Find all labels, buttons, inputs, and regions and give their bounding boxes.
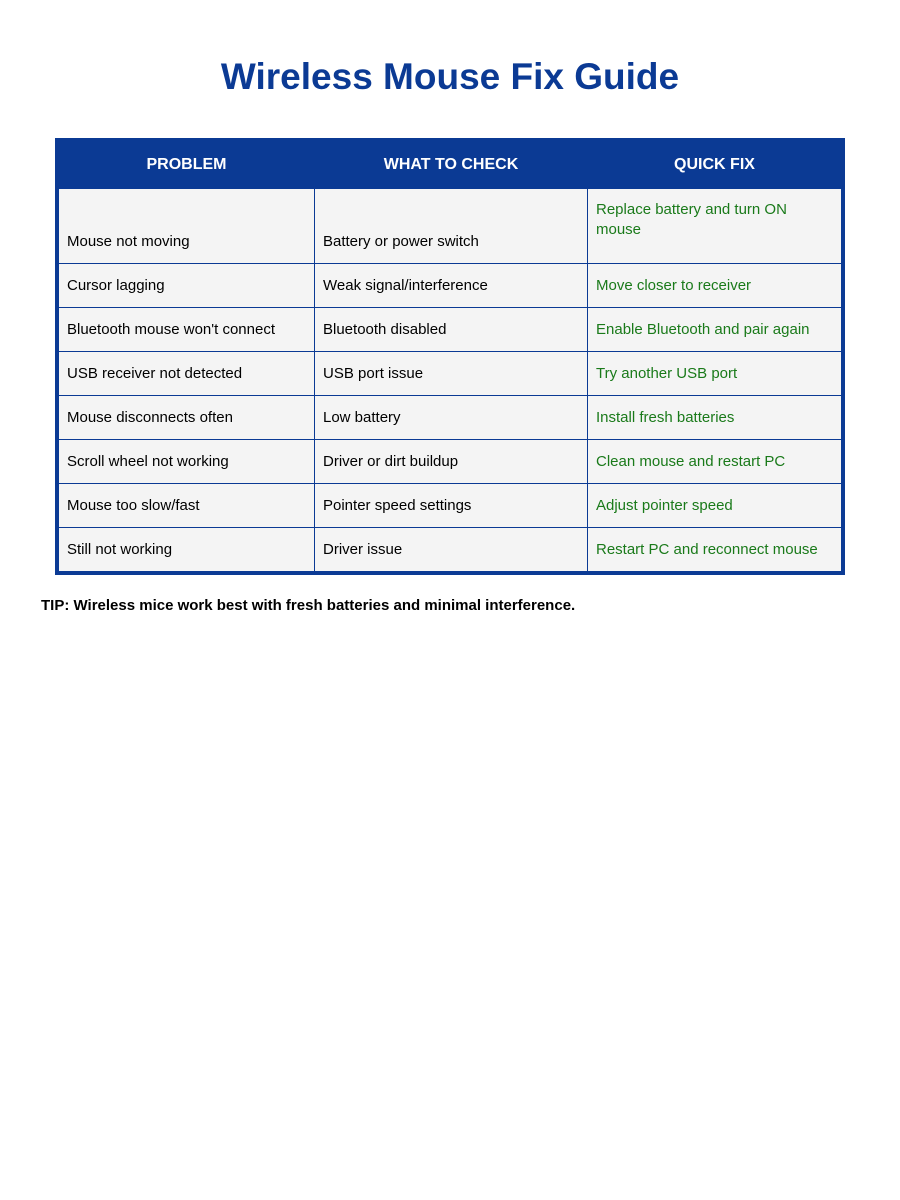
fix-cell: Move closer to receiver bbox=[588, 264, 842, 308]
problem-cell: Bluetooth mouse won't connect bbox=[59, 308, 315, 352]
tip-text: TIP: Wireless mice work best with fresh batteries and minimal interference. bbox=[41, 597, 576, 614]
fix-cell: Restart PC and reconnect mouse bbox=[588, 528, 842, 572]
table-row bbox=[59, 189, 842, 264]
table-header-row bbox=[59, 141, 842, 189]
table-row bbox=[59, 484, 842, 528]
fix-cell: Clean mouse and restart PC bbox=[588, 440, 842, 484]
check-cell: Pointer speed settings bbox=[315, 484, 588, 528]
check-cell: Driver issue bbox=[315, 528, 588, 572]
table-row bbox=[59, 264, 842, 308]
header-problem: PROBLEM bbox=[59, 141, 315, 189]
check-cell: Driver or dirt buildup bbox=[315, 440, 588, 484]
fix-cell: Enable Bluetooth and pair again bbox=[588, 308, 842, 352]
problem-cell: Still not working bbox=[59, 528, 315, 572]
table-row bbox=[59, 396, 842, 440]
troubleshooting-table bbox=[55, 138, 845, 575]
fix-cell: Try another USB port bbox=[588, 352, 842, 396]
problem-cell: USB receiver not detected bbox=[59, 352, 315, 396]
table-row bbox=[59, 528, 842, 572]
table-row bbox=[59, 352, 842, 396]
header-what-to-check: WHAT TO CHECK bbox=[315, 141, 588, 189]
problem-cell: Scroll wheel not working bbox=[59, 440, 315, 484]
check-cell: Low battery bbox=[315, 396, 588, 440]
fix-cell: Adjust pointer speed bbox=[588, 484, 842, 528]
problem-cell: Mouse too slow/fast bbox=[59, 484, 315, 528]
check-cell: Battery or power switch bbox=[315, 189, 588, 264]
problem-cell: Cursor lagging bbox=[59, 264, 315, 308]
fix-cell: Replace battery and turn ON mouse bbox=[588, 189, 842, 264]
fix-cell: Install fresh batteries bbox=[588, 396, 842, 440]
problem-cell: Mouse disconnects often bbox=[59, 396, 315, 440]
problem-cell: Mouse not moving bbox=[59, 189, 315, 264]
table-row bbox=[59, 440, 842, 484]
page-title: Wireless Mouse Fix Guide bbox=[220, 56, 680, 97]
header-quick-fix: QUICK FIX bbox=[588, 141, 842, 189]
check-cell: Bluetooth disabled bbox=[315, 308, 588, 352]
fix-guide-table bbox=[58, 141, 842, 572]
check-cell: Weak signal/interference bbox=[315, 264, 588, 308]
table-row bbox=[59, 308, 842, 352]
check-cell: USB port issue bbox=[315, 352, 588, 396]
